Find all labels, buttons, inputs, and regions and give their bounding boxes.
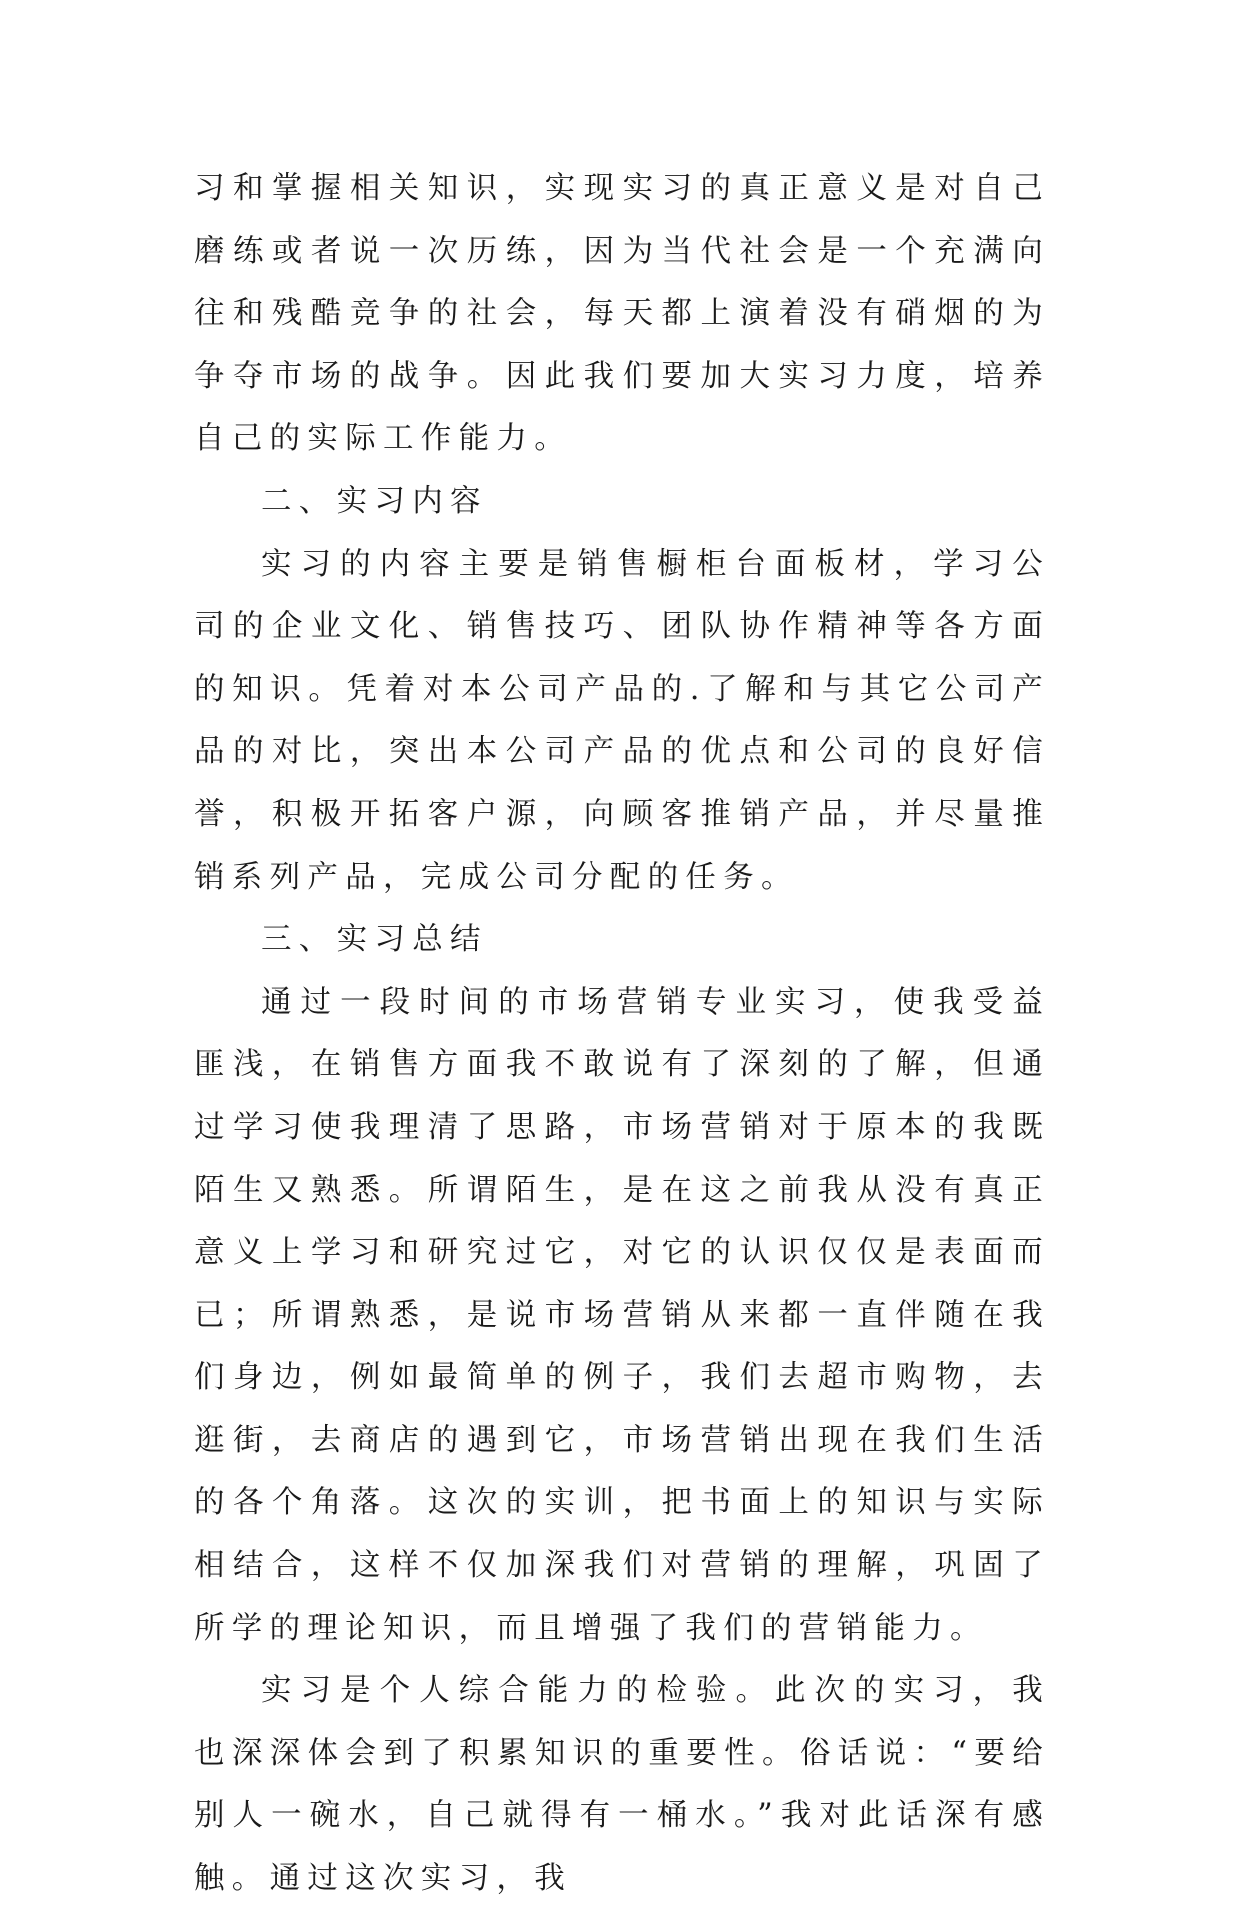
document-body: [194, 158, 1050, 1911]
paragraph-intro-continuation: 习和掌握相关知识，实现实习的真正意义是对自己磨练或者说一次历练，因为当代社会是一个充满向往和残酷竞争的社会，每天都上演着没有硝烟的为争夺市场的战争。因此我们要加大实习力度，培养自己的实际工作能力。: [194, 171, 1050, 457]
section-heading-internship-summary: 三、实习总结: [261, 922, 488, 958]
paragraph-internship-content: 实习的内容主要是销售橱柜台面板材，学习公司的企业文化、销售技巧、团队协作精神等各方面的知识。凭着对本公司产品的.了解和与其它公司产品的对比，突出本公司产品的优点和公司的良好信誉，积极开拓客户源，向顾客推销产品，并尽量推销系列产品，完成公司分配的任务。: [194, 546, 1050, 895]
paragraph-ability-test: 实习是个人综合能力的检验。此次的实习，我也深深体会到了积累知识的重要性。俗话说：“要给别人一碗水，自己就得有一桶水。”我对此话深有感触。通过这次实习，我: [194, 1673, 1050, 1897]
section-heading-internship-content: 二、实习内容: [261, 483, 488, 519]
paragraph-internship-summary: 通过一段时间的市场营销专业实习，使我受益匪浅，在销售方面我不敢说有了深刻的了解，但通过学习使我理清了思路，市场营销对于原本的我既陌生又熟悉。所谓陌生，是在这之前我从没有真正意义上学习和研究过它，对它的认识仅仅是表面而已；所谓熟悉，是说市场营销从来都一直伴随在我们身边，例如最简单的例子，我们去超市购物，去逛街，去商店的遇到它，市场营销出现在我们生活的各个角落。这次的实训，把书面上的知识与实际相结合，这样不仅加深我们对营销的理解，巩固了所学的理论知识，而且增强了我们的营销能力。: [194, 984, 1050, 1646]
